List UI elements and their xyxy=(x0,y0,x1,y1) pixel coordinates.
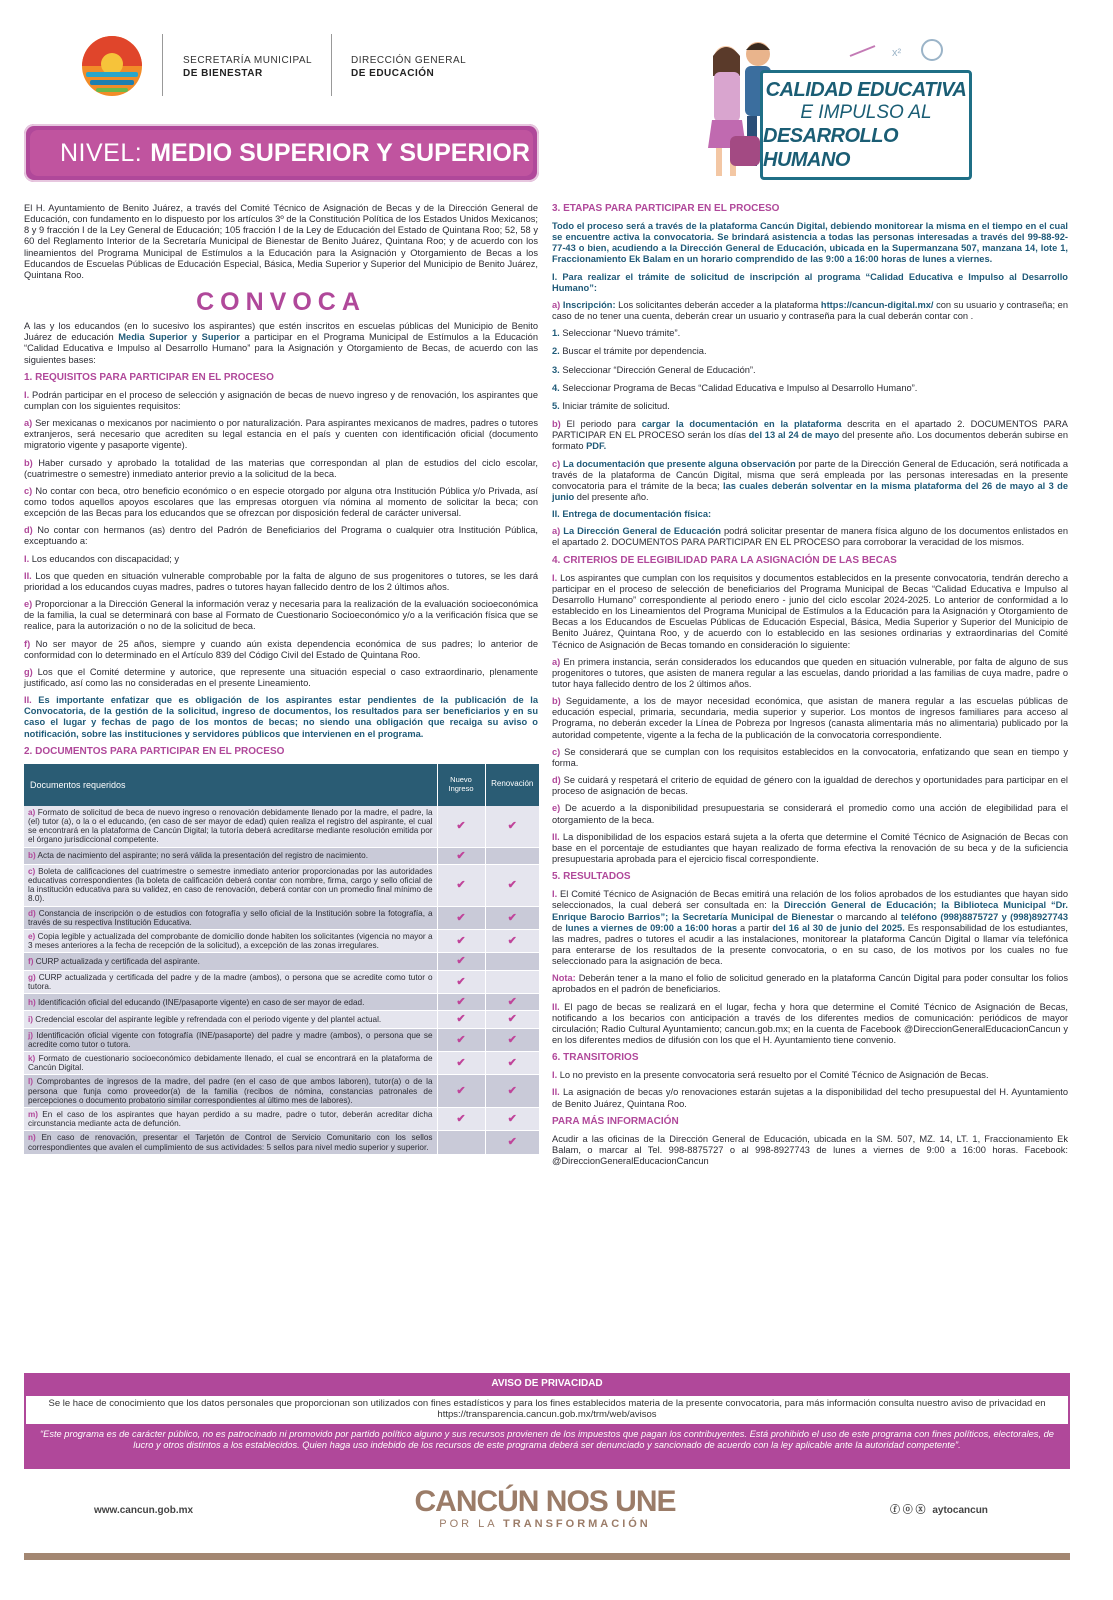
doc-description: f) CURP actualizada y certificada del aspirante. xyxy=(24,953,437,970)
s4-i: I. Los aspirantes que cumplan con los requisitos y documentos establecidos en la presente convocatoria, tendrán derecho a participar en el proceso de selección de beneficiarios del Programa Municipal de Becas “Calidad Educativa e Impulso al Desarrollo Humano” correspondiente al periodo enero - junio del ciclo escolar 2024-2025. Lo anterior de conformidad a lo establecido en los Lineamientos del Programa Municipal de Estímulos a la Educación para la Asignación y Otorgamiento de Becas a los Educandos de Escuelas Públicas de Educación Especial, Básica, Media Superior y Superior del Municipio de Benito Juárez, Quintana Roo, y de acuerdo con lo establecido en las sesiones ordinarias y extraordinarias del Comité Técnico de Asignación de Becas tomando en consideración lo siguiente: xyxy=(552,572,1068,650)
check-new-icon: ✔ xyxy=(437,953,485,970)
s6-ii: II. La asignación de becas y/o renovaciones estarán sujetas a la disponibilidad del techo presupuestal del H. Ayuntamiento de Benito Juárez, Quintana Roo. xyxy=(552,1087,1068,1109)
doc-description: j) Identificación oficial vigente con fotografía (INE/pasaporte) del padre y madre (ambos), o persona que se acredite como tutor o tutora. xyxy=(24,1028,437,1051)
s1-c: c) No contar con beca, otro beneficio económico o en especie otorgado por alguna otra Institución Pública y/o Privada, así como todos aquellos apoyos escolares que las empresas otorguen vía nómina al momento de solicitar la beca; con excepción de las Becas para los educandos que se ofrezcan por disposición federal de carácter universal. xyxy=(24,485,538,519)
doc-description: k) Formato de cuestionario socioeconómico debidamente llenado, el cual se encontrará en la plataforma de Cancún Digital. xyxy=(24,1052,437,1075)
doc-description: l) Comprobantes de ingresos de la madre, del padre (en el caso de que ambos laboren), tutor(a) o de la persona que funja como proveedor(a) de la familia (recibos de nómina, constancias patronales de percepciones o documento probatorio similar correspondientes al último mes de labores). xyxy=(24,1075,437,1108)
table-row xyxy=(24,906,539,929)
check-renewal-icon: ✔ xyxy=(485,1011,539,1028)
s4-d: d) Se cuidará y respetará el criterio de equidad de género con la igualdad de derechos y oportunidades para participar en el proceso de asignación de becas. xyxy=(552,775,1068,797)
social-handle: aytocancun xyxy=(932,1505,988,1516)
svg-text:x²: x² xyxy=(892,47,902,59)
s5-nota: Nota: Deberán tener a la mano el folio de solicitud generado en la plataforma Cancún Digital para poder consultar los folios aprobados en el padrón de beneficiarios. xyxy=(552,973,1068,995)
check-renewal-icon: ✔ xyxy=(485,1075,539,1108)
platform-link[interactable]: https://cancun-digital.mx/ xyxy=(820,299,934,310)
footer-website-link[interactable]: www.cancun.gob.mx xyxy=(94,1505,194,1516)
doc-description: g) CURP actualizada y certificada del padre y de la madre (ambos), o persona que se acredite como tutor o tutora. xyxy=(24,970,437,993)
check-new-icon: ✔ xyxy=(437,1052,485,1075)
step-item: 5. Iniciar trámite de solicitud. xyxy=(552,400,670,411)
table-row xyxy=(24,1011,539,1028)
s4-ii: II. La disponibilidad de los espacios estará sujeta a la oferta que determine el Comité Técnico de Asignación de Becas con base en el porcentaje de estudiantes que hayan realizado de forma efectiva la renovación de su beca y de la suficiencia presupuestaria aprobada para el ejercicio fiscal correspondiente. xyxy=(552,831,1068,865)
documents-table xyxy=(24,764,539,1155)
col-header-new: Nuevo Ingreso xyxy=(437,764,485,806)
table-row xyxy=(24,806,539,847)
s4-e: e) De acuerdo a la disponibilidad presupuestaria se considerará el promedio como una acción de elegibilidad para el otorgamiento de la beca. xyxy=(552,803,1068,825)
table-row xyxy=(24,970,539,993)
s3-c: c) La documentación que presente alguna observación por parte de la Dirección General de Educación, será notificada a través de la plataforma de Cancún Digital, misma que será empleada por las personas interesadas en la presente convocatoria para el trámite de la beca; las cuales deberán solventar en la misma plataforma del 26 de mayo al 3 de junio del presente año. xyxy=(552,458,1069,502)
table-row xyxy=(24,847,539,864)
convoca-heading: CONVOCA xyxy=(196,288,366,317)
info-text: Acudir a las oficinas de la Dirección General de Educación, ubicada en la SM. 507, MZ. 14, LT. 1, Fraccionamiento Ek Balam, o marcar al Tel. 998-8875727 o al 998-8927743 de lunes a viernes de 9:00 a 16:00 horas. Facebook: @DireccionGeneralEducacionCancun xyxy=(552,1133,1068,1166)
municipal-logo-icon xyxy=(80,34,144,98)
check-renewal-icon: ✔ xyxy=(485,1107,539,1130)
doc-description: b) Acta de nacimiento del aspirante; no será válida la presentación del registro de nacimiento. xyxy=(24,847,437,864)
s1-d1: I. Los educandos con discapacidad; y xyxy=(24,553,180,564)
org-bienestar-line1: SECRETARÍA MUNICIPAL xyxy=(183,55,313,66)
s1-e: e) Proporcionar a la Dirección General la información veraz y necesaria para la realización de la evaluación socioeconómica de la familia, la cual se determinará con base al Formato de Cuestionario Socioeconómico y/o a la verificación física que se realice, para la autorización o no de la solicitud de beca. xyxy=(24,599,538,632)
s1-i: I. Podrán participar en el proceso de selección y asignación de becas de nuevo ingreso y de renovación, los aspirantes que cumplan con los siguientes requisitos: xyxy=(24,389,538,411)
doc-description: e) Copia legible y actualizada del comprobante de domicilio donde habiten los solicitantes (vigencia no mayor a 3 meses anteriores a la fecha de recepción de la solicitud), a excepción de las zonas irregulares. xyxy=(24,929,437,952)
s1-d2: II. Los que queden en situación vulnerable comprobable por la falta de alguno de sus progenitores o tutores, se les dará prioridad a los educandos cuyas madres, padres o tutores hayan fallecido dentro de los 2 últimos años. xyxy=(24,570,538,592)
col-header-renewal: Renovación xyxy=(485,764,539,806)
program-banner xyxy=(760,70,972,180)
s1-a: a) Ser mexicanas o mexicanos por nacimiento o por naturalización. Para aspirantes mexicanos de madres, padres o tutores extranjeros, será necesario que acrediten su legal estancia en el país y cuenten con identificación oficial (documento migratorio vigente y pasaporte vigente). xyxy=(24,418,538,451)
check-renewal-icon: ✔ xyxy=(485,994,539,1011)
doc-description: i) Credencial escolar del aspirante legible y refrendada con el periodo vigente y del plantel actual. xyxy=(24,1011,437,1028)
header-divider xyxy=(331,34,332,96)
nivel-banner xyxy=(24,124,539,182)
left-column xyxy=(24,203,538,1155)
table-row xyxy=(24,1131,539,1154)
s1-ii: II. Es importante enfatizar que es obligación de los aspirantes estar pendientes de la publicación de la Convocatoria, de la gestión de la solicitud, ingreso de documentos, los resultados para ser beneficiarios y en su caso el lugar y fechas de pago de los montos de becas; no siendo una obligación que recaiga su aviso o notificación, sobre las instituciones y servidores públicos que intervienen en el programa. xyxy=(24,695,538,739)
table-row xyxy=(24,864,539,906)
check-new-icon: ✔ xyxy=(437,906,485,929)
check-renewal-icon: ✔ xyxy=(485,906,539,929)
s5-i: I. El Comité Técnico de Asignación de Becas emitirá una relación de los folios aprobados de los estudiantes que hayan sido seleccionados, la cual deberá ser consultada en: la Dirección General de Educación; la Biblioteca Municipal “Dr. Enrique Barocio Barrios”; la Secretaría Municipal de Bienestar o marcando al teléfono (998)8875727 y (998)8927743 de lunes a viernes de 09:00 a 16:00 horas a partir del 16 al 30 de junio del 2025. Es responsabilidad de los estudiantes, las madres, padres o tutores el acudir a las instalaciones, monitorear la plataforma Cancún Digital o llamar vía telefónica para enterarse de los resultados de la presente convocatoria, o en su caso, de los motivos por los cuales no fue seleccionado para la asignación de beca. xyxy=(552,889,1068,967)
privacy-title: AVISO DE PRIVACIDAD xyxy=(491,1378,603,1389)
s3-b: b) El periodo para cargar la documentación en la plataforma descrita en el apartado 2. DOCUMENTOS PARA PARTICIPAR EN EL PROCESO serán los días del 13 al 24 de mayo del presente año. Los documentos deberán subirse en formato PDF. xyxy=(552,419,1068,452)
check-new-icon: ✔ xyxy=(437,864,485,906)
s4-b: b) Seguidamente, a los de mayor necesidad económica, que asistan de manera regular a las escuelas públicas de educación especial, primaria, secundaria, media superior y superior. Los montos de ingresos familiares para acceso al Programa, no deberán exceder la Línea de Pobreza por Ingresos (canasta alimentaria más no alimentaria) publicado por la autoridad competente, vigente a la fecha de la publicación de la convocatoria correspondiente. xyxy=(552,696,1068,740)
intro-text: El H. Ayuntamiento de Benito Juárez, a través del Comité Técnico de Asignación de Becas y de la Dirección General de Educación, con fundamento en lo dispuesto por los artículos 3º de la Constitución Política de los Estados Unidos Mexicanos; 8 y 9 fracción I de la Ley General de Educación; 105 fracción I de la Ley de Educación del Estado de Quintana Roo; 52, 58 y 60 del Reglamento Interior de la Secretaría Municipal de Bienestar de Benito Juárez, Quintana Roo; y de acuerdo con los lineamientos del Programa Municipal de Estímulos a la Educación para la Asignación y Otorgamiento de Becas a los Educandos de Escuelas Públicas de Educación Especial, Básica, Media Superior y Superior del Municipio de Benito Juárez, Quintana Roo. xyxy=(24,203,538,280)
org-educacion xyxy=(351,54,466,80)
check-new-icon: ✔ xyxy=(437,1075,485,1108)
org-bienestar xyxy=(183,54,312,80)
section-title: 3. ETAPAS PARA PARTICIPAR EN EL PROCESO xyxy=(552,203,780,214)
s5-ii: II. El pago de becas se realizará en el lugar, fecha y hora que determine el Comité Técnico de Asignación de Becas, notificando a los becarios con anticipación a través de los diferentes medios de comunicación: periódicos de mayor circulación; Radio Cultural Ayuntamiento; cancun.gob.mx; en la cuenta de Facebook @DireccionGeneralEducacionCancun y en los diferentes medios de difusión con los que el H. Ayuntamiento tiene convenio. xyxy=(552,1001,1068,1046)
check-renewal-icon: ✔ xyxy=(485,864,539,906)
doc-description: c) Boleta de calificaciones del cuatrimestre o semestre inmediato anterior proporcionadas por las autoridades educativas correspondientes (la boleta de calificación deberá contar con nombre, firma, cargo y sello oficial de la institución educativa para su validez, en caso de renovación, deberá contar con un promedio final mínimo de 8.0). xyxy=(24,864,437,906)
check-new-icon: ✔ xyxy=(437,1107,485,1130)
doc-description: n) En caso de renovación, presentar el Tarjetón de Control de Servicio Comunitario con los sellos correspondientes que avalen el cumplimiento de sus actividades: 5 sellos para nivel medio superior y superior. xyxy=(24,1131,437,1154)
footer-logo xyxy=(380,1487,710,1531)
doc-description: a) Formato de solicitud de beca de nuevo ingreso o renovación debidamente llenado por la madre, el padre, la (el) tutor (a), o la o el educando, (en caso de ser mayor de edad) quien realiza el registro del aspirante, el cual se encontrará en la plataforma de Cancún Digital; la tutoría deberá acreditarse mediante resolución emitida por el órgano jurisdiccional competente. xyxy=(24,806,437,847)
check-renewal-icon: ✔ xyxy=(485,1052,539,1075)
check-renewal-icon: ✔ xyxy=(485,929,539,952)
section-title: 1. REQUISITOS PARA PARTICIPAR EN EL PROCESO xyxy=(24,371,274,383)
s3-a: a) Inscripción: Los solicitantes deberán acceder a la plataforma https://cancun-digital.mx/ con su usuario y contraseña; en caso de no tener una cuenta, deberán crear un usuario y contraseña para la cual deberán contar con . xyxy=(552,299,1068,322)
s1-b: b) Haber cursado y aprobado la totalidad de las materias que correspondan al plan de estudios del ciclo escolar, (cuatrimestre o semestre) inmediato anterior previo a la solicitud de la beca. xyxy=(24,457,538,479)
table-row xyxy=(24,1107,539,1130)
table-row xyxy=(24,1028,539,1051)
check-new-icon: ✔ xyxy=(437,994,485,1011)
banner-line3: DESARROLLO HUMANO xyxy=(763,125,898,172)
privacy-notice xyxy=(24,1373,1070,1469)
right-column xyxy=(552,203,1068,1173)
step-item: 2. Buscar el trámite por dependencia. xyxy=(552,346,707,357)
check-new-icon: ✔ xyxy=(437,847,485,864)
check-new-icon: ✔ xyxy=(437,1028,485,1051)
s3-i-title: I. Para realizar el trámite de solicitud de inscripción al programa “Calidad Educativa e Impulso al Desarrollo Humano”: xyxy=(552,271,1068,293)
steps-list xyxy=(552,328,1068,412)
table-row xyxy=(24,1075,539,1108)
s6-i: I. Lo no previsto en la presente convocatoria será resuelto por el Comité Técnico de Asignación de Becas. xyxy=(552,1070,989,1081)
section-title: 2. DOCUMENTOS PARA PARTICIPAR EN EL PROCESO xyxy=(24,745,285,757)
section-title: 6. TRANSITORIOS xyxy=(552,1052,639,1064)
check-new-icon: ✔ xyxy=(437,806,485,847)
s3-lead: Todo el proceso será a través de la plataforma Cancún Digital, debiendo monitorear la misma en el tiempo en el cual se encuentre activa la convocatoria. Se brindará asistencia a todas las personas interesadas a través del 99-88-92-77-43 o bien, acudiendo a la Dirección General de Educación, ubicada en la Supermanzana 507, manzana 14, lote 1, Fraccionamiento Ek Balam en un horario comprendido de las 9:00 a 16:00 horas de lunes a viernes. xyxy=(552,221,1068,265)
check-renewal-icon xyxy=(485,970,539,993)
step-item: 4. Seleccionar Programa de Becas “Calidad Educativa e Impulso al Desarrollo Humano”. xyxy=(552,382,918,393)
col-header-docs: Documentos requeridos xyxy=(24,764,437,806)
table-row xyxy=(24,953,539,970)
s3-ii-title: II. Entrega de documentación física: xyxy=(552,509,712,520)
social-media-icon: ⓕ ⓞ ⓧ xyxy=(890,1505,926,1516)
banner-line2: E IMPULSO AL xyxy=(800,101,932,123)
check-renewal-icon xyxy=(485,953,539,970)
s1-f: f) No ser mayor de 25 años, siempre y cuando aún exista dependencia económica de sus padres; lo anterior de conformidad con lo determinado en el Artículo 839 del Código Civil del Estado de Quintana Roo. xyxy=(24,638,538,660)
nivel-label: NIVEL: xyxy=(60,139,143,167)
section-title: PARA MÁS INFORMACIÓN xyxy=(552,1115,679,1127)
check-new-icon xyxy=(437,1131,485,1154)
check-new-icon: ✔ xyxy=(437,970,485,993)
doc-description: d) Constancia de inscripción o de estudios con fotografía y sello oficial de la Institución sobre la fotografía, a través de su respectiva Institución Educativa. xyxy=(24,906,437,929)
org-educacion-line2: DE EDUCACIÓN xyxy=(351,68,435,79)
footer-logo-subtitle: POR LA TRANSFORMACIÓN xyxy=(439,1518,651,1530)
check-new-icon: ✔ xyxy=(437,929,485,952)
footer-social[interactable] xyxy=(890,1505,988,1517)
doc-description: m) En el caso de los aspirantes que hayan perdido a su madre, padre o tutor, deberán acreditar dicha circunstancia mediante acta de defunción. xyxy=(24,1107,437,1130)
nivel-value: MEDIO SUPERIOR Y SUPERIOR xyxy=(150,139,530,167)
footer-bar xyxy=(24,1553,1070,1560)
check-renewal-icon: ✔ xyxy=(485,1131,539,1154)
convoca-text: A las y los educandos (en lo sucesivo los aspirantes) que estén inscritos en escuelas públicas del Municipio de Benito Juárez de educación Media Superior y Superior a participar en el Programa Municipal de Estímulos a la Educación “Calidad Educativa e Impulso al Desarrollo Humano” para la Asignación y Otorgamiento de Becas, de acuerdo con las siguientes bases: xyxy=(24,321,538,365)
privacy-body: Se le hace de conocimiento que los datos personales que proporcionan son utilizados con fines estadísticos y para los fines establecidos materia de la presente convocatoria, para más información consulta nuestro aviso de privacidad en https://transparencia.cancun.gob.mx/trm/web/avisos xyxy=(24,1394,1070,1426)
legal-disclaimer: “Este programa es de carácter público, no es patrocinado ni promovido por partido político alguno y sus recursos provienen de los impuestos que pagan los contribuyentes. Está prohibido el uso de este programa con fines políticos, electorales, de lucro y otros distintos a los establecidos. Quien haga uso indebido de los recursos de este programa deberá ser denunciado y sancionado de acuerdo con la ley aplicable ante la autoridad competente”. xyxy=(40,1429,1054,1451)
table-row xyxy=(24,1052,539,1075)
step-item: 1. Seleccionar “Nuevo trámite”. xyxy=(552,328,681,339)
s3-ii-a: a) La Dirección General de Educación podrá solicitar presentar de manera física alguno de los documentos enlistados en el apartado 2. DOCUMENTOS PARA PARTICIPAR EN EL PROCESO para corroborar la veracidad de los mismos. xyxy=(552,526,1068,548)
step-item: 3. Seleccionar “Dirección General de Educación”. xyxy=(552,364,756,375)
s4-c: c) Se considerará que se cumplan con los requisitos establecidos en la convocatoria, enfatizando que sean en tiempo y forma. xyxy=(552,746,1068,768)
header-divider xyxy=(162,34,163,96)
check-renewal-icon: ✔ xyxy=(485,1028,539,1051)
check-renewal-icon xyxy=(485,847,539,864)
banner-line1: CALIDAD EDUCATIVA xyxy=(765,78,967,101)
s1-d: d) No contar con hermanos (as) dentro del Padrón de Beneficiarios del Programa o cualquier otra Institución Pública, exceptuando a: xyxy=(24,525,538,547)
table-row xyxy=(24,929,539,952)
section-title: 4. CRITERIOS DE ELEGIBILIDAD PARA LA ASIGNACIÓN DE LAS BECAS xyxy=(552,554,897,566)
check-renewal-icon: ✔ xyxy=(485,806,539,847)
doc-description: h) Identificación oficial del educando (INE/pasaporte vigente) en caso de ser mayor de edad. xyxy=(24,994,437,1011)
s4-a: a) En primera instancia, serán considerados los educandos que queden en situación vulnerable, por falta de alguno de sus progenitores o tutores, que asisten de manera regular a las escuelas, dando prioridad a las familias de cuya madre, padre o tutor haya fallecido dentro de los 2 últimos años. xyxy=(552,656,1068,689)
table-row xyxy=(24,994,539,1011)
check-new-icon: ✔ xyxy=(437,1011,485,1028)
footer-logo-title: CANCÚN NOS UNE xyxy=(414,1485,676,1518)
s1-g: g) Los que el Comité determine y autorice, que represente una situación especial o caso extraordinario, plenamente justificado, así como las no consideradas en el presente Lineamiento. xyxy=(24,666,538,688)
org-educacion-line1: DIRECCIÓN GENERAL xyxy=(351,55,467,66)
section-title: 5. RESULTADOS xyxy=(552,871,631,883)
org-bienestar-line2: DE BIENESTAR xyxy=(183,68,263,79)
